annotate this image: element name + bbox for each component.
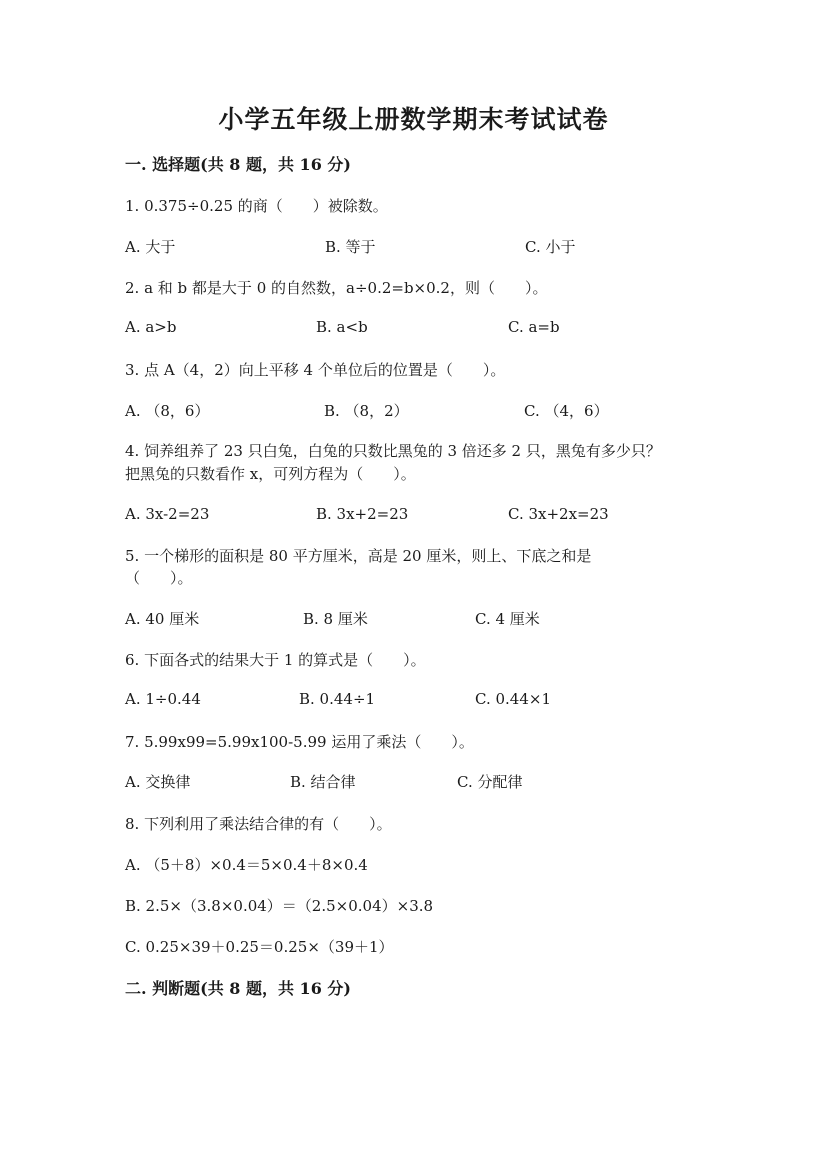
exam-title: 小学五年级上册数学期末考试试卷 <box>218 105 609 134</box>
question-4-line-1: 4. 饲养组养了 23 只白兔，白兔的只数比黑兔的 3 倍还多 2 只，黑兔有多少只？ <box>125 442 661 460</box>
q7-option-a: A. 交换律 <box>125 773 191 791</box>
q1-option-b: B. 等于 <box>325 238 376 256</box>
q8-option-c: C. 0.25×39＋0.25＝0.25×（39＋1） <box>125 938 394 956</box>
q1-option-c: C. 小于 <box>525 238 576 256</box>
q3-option-c: C. （4，6） <box>524 402 609 420</box>
question-1: 1. 0.375÷0.25 的商（ ）被除数。 <box>125 197 388 215</box>
question-4-line-2: 把黑兔的只数看作 x，可列方程为（ ）。 <box>125 465 416 483</box>
q4-option-b: B. 3x+2=23 <box>316 505 409 523</box>
question-2: 2. a 和 b 都是大于 0 的自然数，a÷0.2=b×0.2，则（ ）。 <box>125 279 548 297</box>
q6-option-b: B. 0.44÷1 <box>299 690 376 708</box>
q5-option-a: A. 40 厘米 <box>125 610 200 628</box>
q7-option-b: B. 结合律 <box>290 773 356 791</box>
question-5-line-1: 5. 一个梯形的面积是 80 平方厘米，高是 20 厘米，则上、下底之和是 <box>125 547 592 565</box>
q3-option-b: B. （8，2） <box>324 402 409 420</box>
q5-option-c: C. 4 厘米 <box>475 610 540 628</box>
q6-option-c: C. 0.44×1 <box>475 690 551 708</box>
q2-option-a: A. a>b <box>125 318 177 336</box>
question-8: 8. 下列利用了乘法结合律的有（ ）。 <box>125 815 392 833</box>
q6-option-a: A. 1÷0.44 <box>125 690 201 708</box>
question-7: 7. 5.99x99=5.99x100-5.99 运用了乘法（ ）。 <box>125 733 474 751</box>
q4-option-c: C. 3x+2x=23 <box>508 505 609 523</box>
q3-option-a: A. （8，6） <box>125 402 210 420</box>
question-5-line-2: （ ）。 <box>125 569 193 587</box>
q2-option-c: C. a=b <box>508 318 560 336</box>
q4-option-a: A. 3x-2=23 <box>125 505 210 523</box>
question-6: 6. 下面各式的结果大于 1 的算式是（ ）。 <box>125 651 426 669</box>
q8-option-b: B. 2.5×（3.8×0.04）＝（2.5×0.04）×3.8 <box>125 897 434 915</box>
q5-option-b: B. 8 厘米 <box>303 610 368 628</box>
section-heading-choice: 一. 选择题(共 8 题，共 16 分) <box>125 155 351 174</box>
q7-option-c: C. 分配律 <box>457 773 523 791</box>
q1-option-a: A. 大于 <box>125 238 176 256</box>
section-heading-judgement: 二. 判断题(共 8 题，共 16 分) <box>125 979 351 998</box>
question-3: 3. 点 A（4，2）向上平移 4 个单位后的位置是（ ）。 <box>125 361 506 379</box>
q2-option-b: B. a<b <box>316 318 368 336</box>
q8-option-a: A. （5＋8）×0.4＝5×0.4＋8×0.4 <box>125 856 368 874</box>
